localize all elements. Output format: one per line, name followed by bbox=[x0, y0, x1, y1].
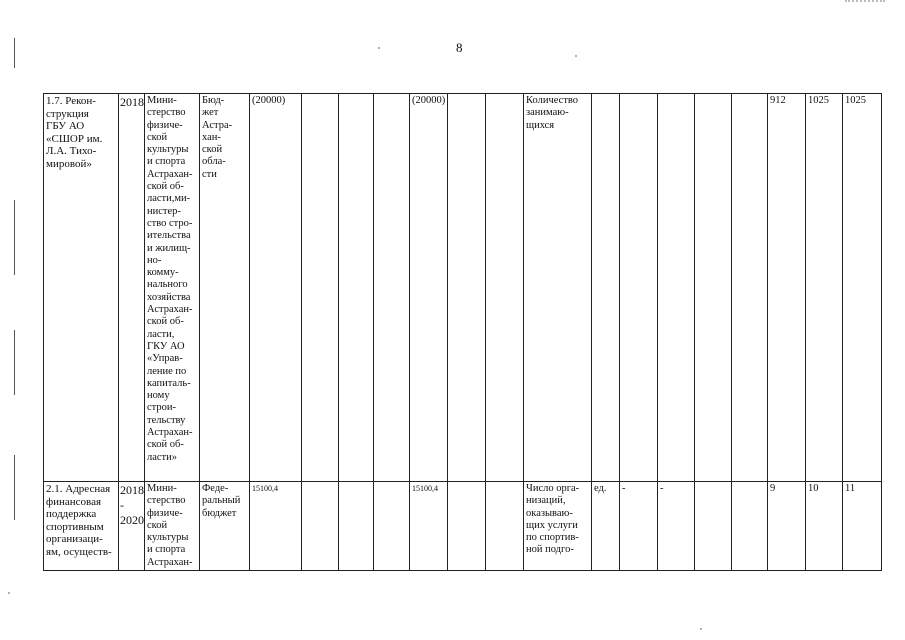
binding-margin-mark bbox=[14, 330, 15, 395]
binding-margin-mark bbox=[14, 38, 15, 68]
page-number: 8 bbox=[456, 40, 463, 55]
indicator-cell: Число орга- низаций, оказываю- щих услуги по спортив- ной подго- bbox=[524, 482, 592, 571]
total-funding-cell: 15100,4 bbox=[250, 482, 302, 571]
funding-source-cell: Феде- ральный бюджет bbox=[200, 482, 250, 571]
target-value-cell: 912 bbox=[768, 94, 806, 482]
table-row bbox=[44, 94, 882, 482]
empty-cell bbox=[302, 482, 339, 571]
executor-cell: Мини- стерство физиче- ской культуры и спорта Астрахан- bbox=[145, 482, 200, 571]
measure-name-cell: 2.1. Адресная финансовая поддержка спортивным организаци- ям, осуществ- bbox=[44, 482, 119, 571]
unit-cell: ед. bbox=[592, 482, 620, 571]
executor-cell: Мини- стерство физиче- ской культуры и спорта Астрахан- ской об- ласти,ми- нистер- ство стро- ительства и жилищ- но- комму- нального хозяйства Астрахан- ской об- ласти, ГКУ АО «Управ- ление по капиталь- ному строи- тельству Астрахан- ской об- ласти» bbox=[145, 94, 200, 482]
target-value-cell: 11 bbox=[843, 482, 882, 571]
funding-source-cell: Бюд- жет Астра- хан- ской обла- сти bbox=[200, 94, 250, 482]
target-value-cell: 1025 bbox=[806, 94, 843, 482]
funding-2018-cell: (20000) bbox=[410, 94, 448, 482]
unit-cell bbox=[592, 94, 620, 482]
value-cell bbox=[658, 94, 695, 482]
empty-cell bbox=[339, 94, 374, 482]
empty-cell bbox=[448, 94, 486, 482]
table-row bbox=[44, 482, 882, 571]
base-value-cell bbox=[620, 94, 658, 482]
target-value-cell: 10 bbox=[806, 482, 843, 571]
empty-cell bbox=[695, 482, 732, 571]
empty-cell bbox=[302, 94, 339, 482]
measure-name-cell: 1.7. Рекон- струкция ГБУ АО «СШОР им. Л.А. Тихо- мировой» bbox=[44, 94, 119, 482]
empty-cell bbox=[374, 94, 410, 482]
binding-margin-mark bbox=[14, 455, 15, 520]
target-value-cell: 1025 bbox=[843, 94, 882, 482]
empty-cell bbox=[486, 94, 524, 482]
period-cell: 2018 - 2020 bbox=[119, 482, 145, 571]
empty-cell bbox=[448, 482, 486, 571]
target-value-cell: 9 bbox=[768, 482, 806, 571]
scan-speck bbox=[378, 47, 380, 49]
empty-cell bbox=[339, 482, 374, 571]
empty-cell bbox=[374, 482, 410, 571]
program-measures-table bbox=[43, 93, 882, 571]
indicator-cell: Количество занимаю- щихся bbox=[524, 94, 592, 482]
empty-cell bbox=[486, 482, 524, 571]
empty-cell bbox=[695, 94, 732, 482]
binding-margin-mark bbox=[14, 200, 15, 275]
period-cell: 2018 bbox=[119, 94, 145, 482]
scan-corner-mark bbox=[845, 0, 885, 5]
scan-speck bbox=[575, 55, 577, 57]
empty-cell bbox=[732, 94, 768, 482]
base-value-cell: - bbox=[620, 482, 658, 571]
empty-cell bbox=[732, 482, 768, 571]
value-cell: - bbox=[658, 482, 695, 571]
funding-2018-cell: 15100,4 bbox=[410, 482, 448, 571]
scan-speck bbox=[700, 628, 702, 630]
scan-speck bbox=[8, 592, 10, 594]
total-funding-cell: (20000) bbox=[250, 94, 302, 482]
